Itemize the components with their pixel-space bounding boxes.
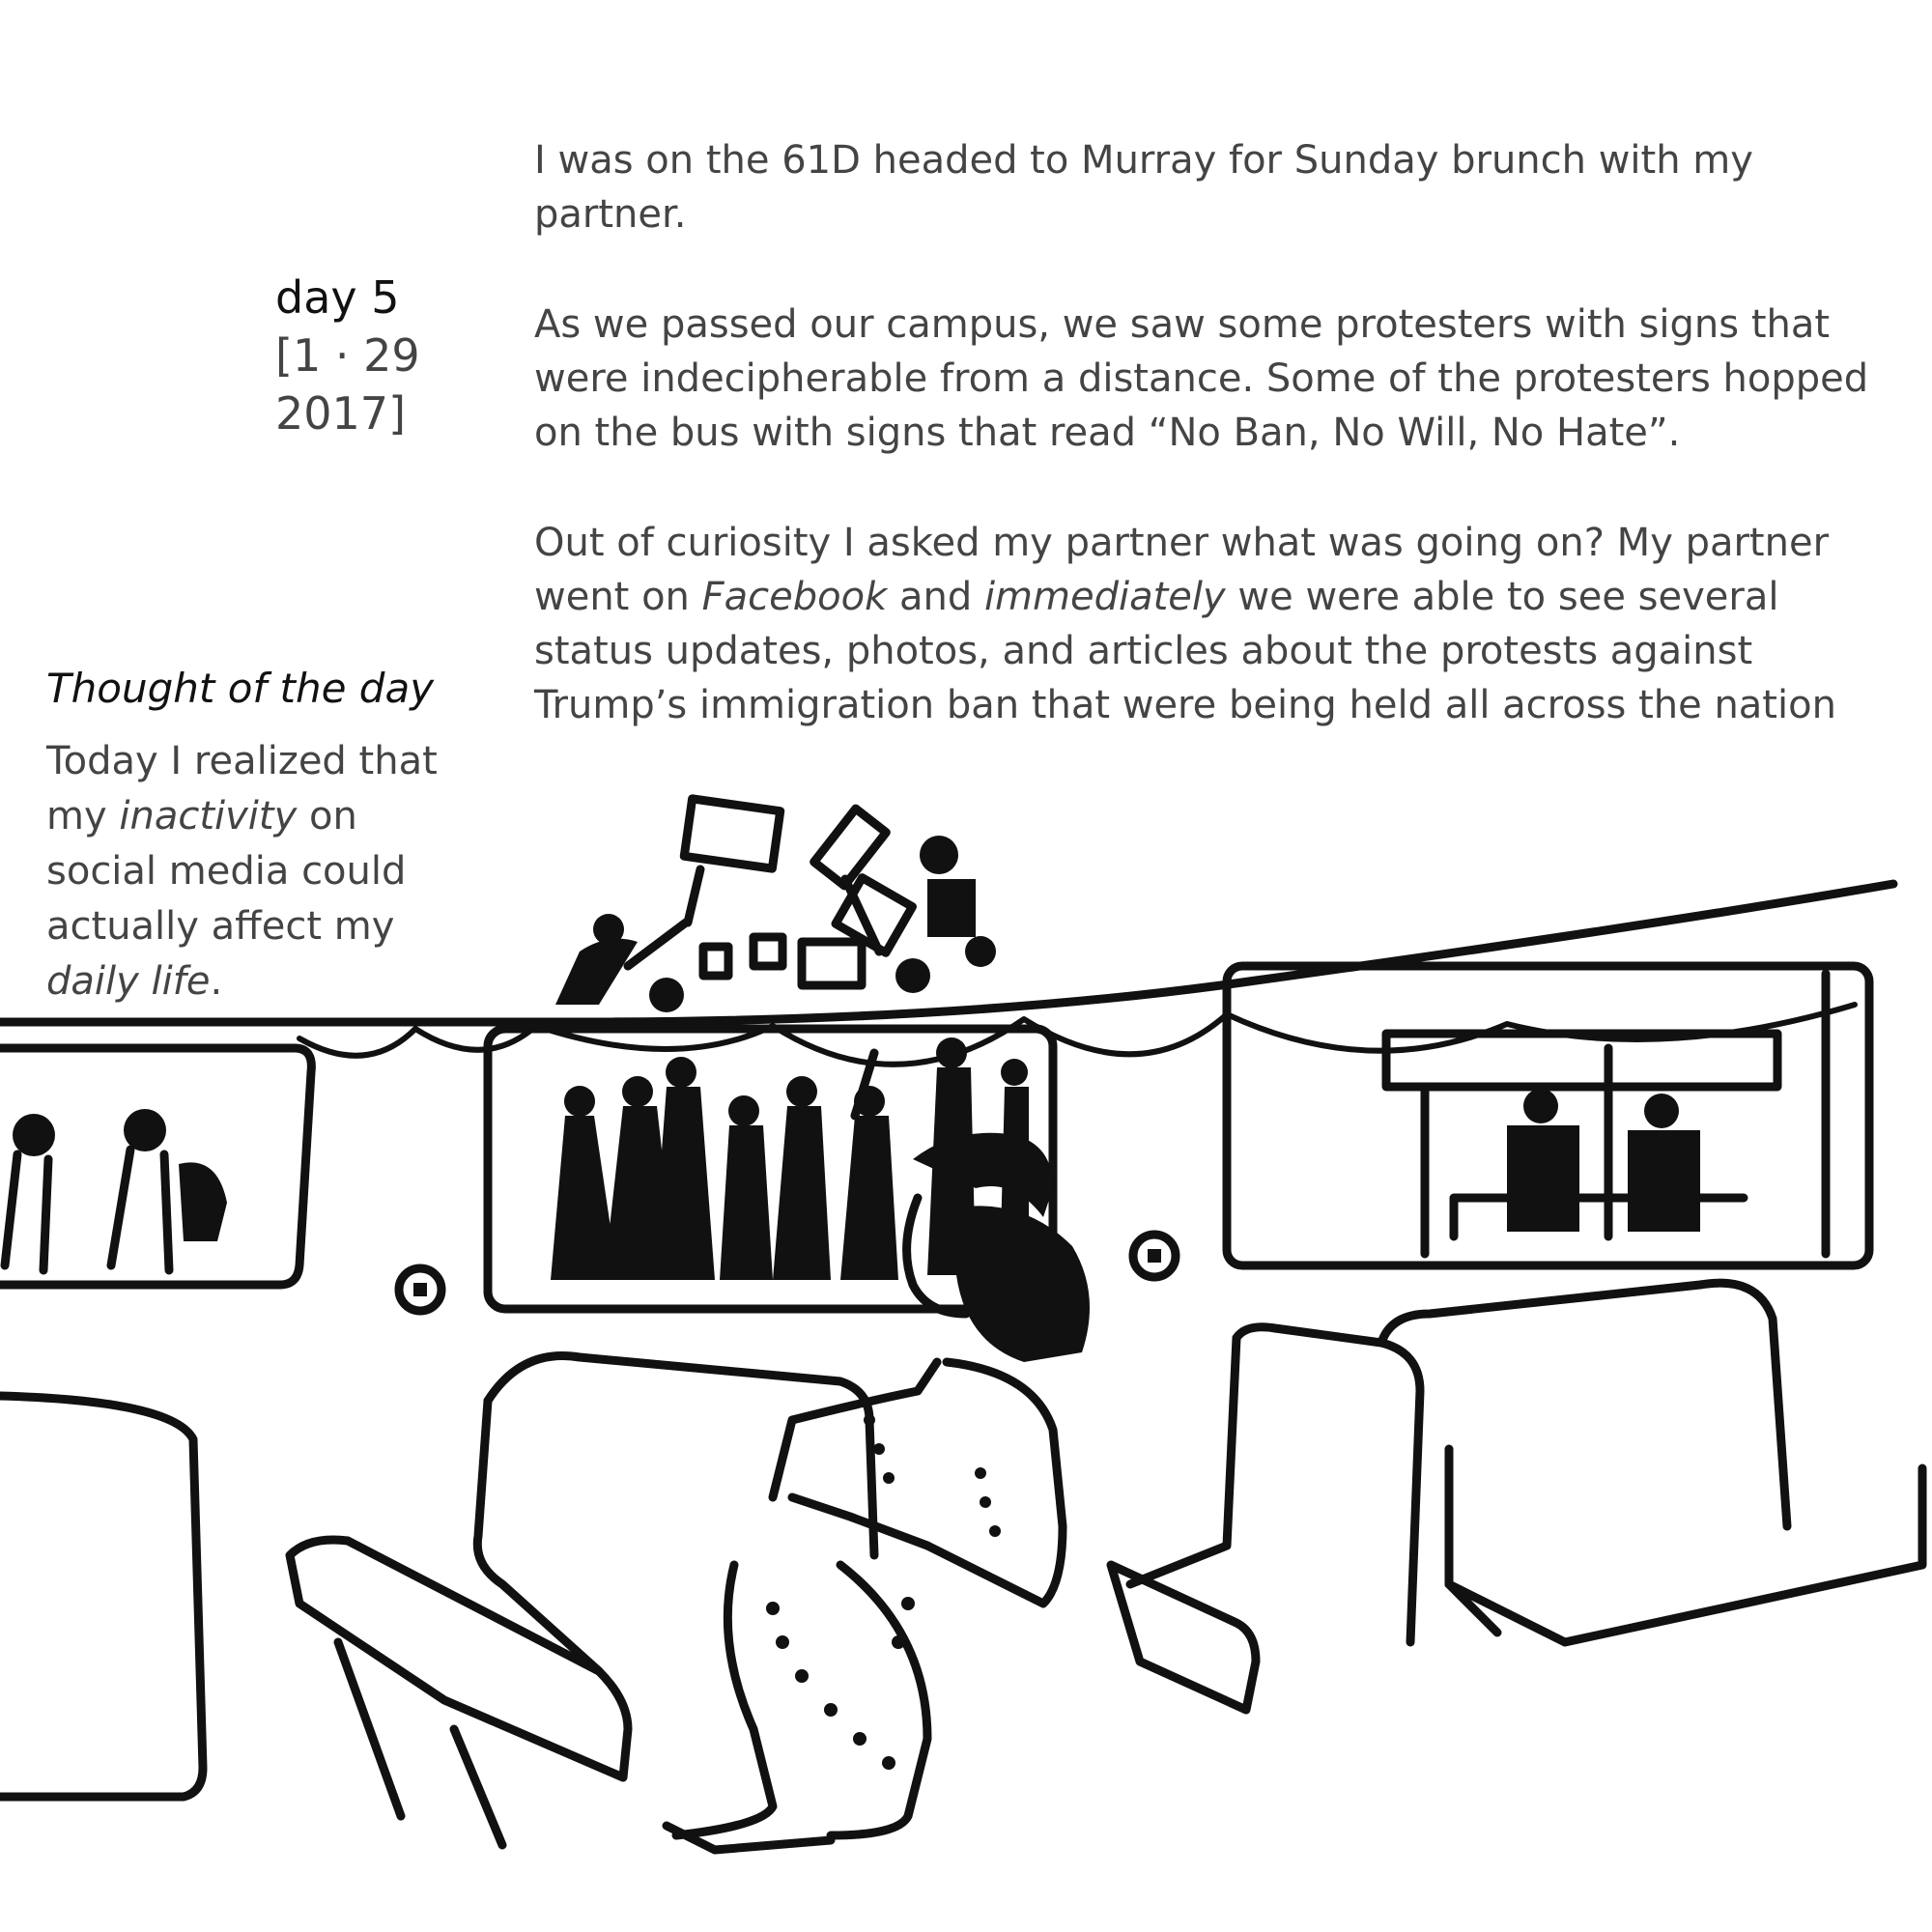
- story-paragraph-2: As we passed our campus, we saw some protesters with signs that were indecipherable from a distance. Some of the protesters hopped on the bus with signs that read “No Ban, No Will, No Hate”.: [534, 302, 1869, 455]
- thought-part3: .: [210, 959, 223, 1004]
- thought-inactivity: inactivity: [119, 794, 298, 838]
- protest-crowd-drawing: [555, 799, 996, 1012]
- window-right: [1227, 966, 1869, 1265]
- seat-left: [0, 1396, 203, 1797]
- day-block: [275, 269, 420, 442]
- day-title: day 5: [275, 271, 400, 324]
- thought-daily-life: daily life: [46, 959, 211, 1004]
- day-date-line1: [1 · 29: [275, 329, 420, 382]
- story-immediately: immediately: [983, 575, 1226, 619]
- seat-right: [1111, 1283, 1922, 1710]
- story-p3-part1: Out of curiosity I asked my partner what was going on? My partner went on: [534, 521, 1830, 619]
- window-left: [0, 1048, 311, 1285]
- thought-part1: Today I realized that my: [46, 739, 438, 838]
- bus-interior-illustration: [0, 715, 1932, 1932]
- story-text: [534, 133, 1906, 732]
- story-paragraph-1: I was on the 61D headed to Murray for Sunday brunch with my partner.: [534, 138, 1753, 237]
- story-paragraph-3: [534, 516, 1906, 732]
- story-p3-part3: we were able to see several status updates, photos, and articles about the protests against Trump’s immigration ban that were being held all across the nation: [534, 575, 1836, 727]
- story-facebook: Facebook: [701, 575, 888, 619]
- thought-heading: Thought of the day: [46, 665, 435, 712]
- day-date-line2: 2017]: [275, 387, 407, 440]
- story-p3-part2: and: [887, 575, 984, 619]
- thought-part2: on social media could actually affect my: [46, 794, 407, 949]
